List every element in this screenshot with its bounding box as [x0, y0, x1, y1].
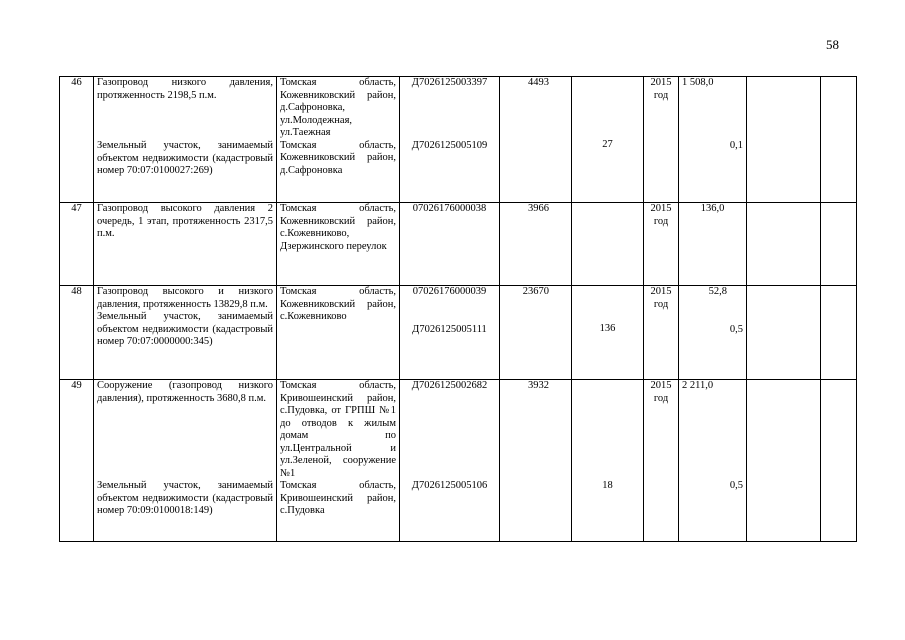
- row-number: 49: [60, 380, 94, 542]
- object-address: Томская область, Кожевниковский район, д.Сафроновка, ул.Молодежная, ул.Таежная: [280, 77, 396, 138]
- object-name: Газопровод низкого давления, протяженность 2198,5 п.м.: [97, 77, 273, 101]
- area-cell: [572, 380, 644, 542]
- object-name-cell: [94, 77, 277, 203]
- object-name-cell: [94, 286, 277, 380]
- row-number: 46: [60, 77, 94, 203]
- table-row: [60, 380, 857, 542]
- object-value: 2 211,0: [682, 380, 714, 391]
- year: 2015 год: [650, 203, 672, 227]
- land-plot-area: 136: [599, 323, 616, 334]
- empty-cell: [821, 286, 857, 380]
- object-address: Томская область, Кривошеинский район, с.Пудовка, от ГРПШ №1 до отводов к жилым домам по ул.Центральной и ул.Зеленой, сооружение №1: [280, 380, 396, 479]
- land-plot-name: Земельный участок, занимаемый объектом недвижимости (кадастровый номер 70:09:0100018:149): [97, 480, 273, 516]
- land-plot-address: Томская область, Кожевниковский район, д.Сафроновка: [280, 139, 396, 176]
- length-cell: [500, 77, 572, 203]
- land-plot-code: Д7026125005106: [411, 479, 488, 491]
- land-plot-name: Земельный участок, занимаемый объектом недвижимости (кадастровый номер 70:07:0000000:345): [97, 311, 273, 347]
- value-cell: [679, 380, 747, 542]
- empty-cell: [821, 77, 857, 203]
- area-cell: [572, 286, 644, 380]
- value-cell-extra: [747, 380, 821, 542]
- registry-code-cell: [400, 380, 500, 542]
- table-row: [60, 203, 857, 286]
- object-length: 4493: [528, 77, 549, 88]
- object-name: Газопровод высокого давления 2 очередь, 1 этап, протяженность 2317,5 п.м.: [97, 203, 273, 239]
- land-plot-name: Земельный участок, занимаемый объектом недвижимости (кадастровый номер 70:07:0100027:269): [97, 140, 273, 176]
- row-number: 48: [60, 286, 94, 380]
- registry-code-cell: [400, 203, 500, 286]
- object-name: Сооружение (газопровод низкого давления), протяженность 3680,8 п.м.: [97, 380, 273, 404]
- address-cell: [277, 203, 400, 286]
- address-cell: [277, 380, 400, 542]
- length-cell: [500, 286, 572, 380]
- length-cell: [500, 380, 572, 542]
- year-cell: [644, 203, 679, 286]
- year: 2015 год: [650, 380, 672, 404]
- land-plot-value: 0,5: [729, 323, 743, 335]
- object-value: 136,0: [700, 203, 725, 214]
- land-plot-code: Д7026125005111: [412, 323, 487, 335]
- object-length: 23670: [522, 286, 549, 297]
- object-value: 52,8: [708, 286, 727, 297]
- land-plot-value: 0,5: [729, 479, 743, 491]
- address-cell: [277, 77, 400, 203]
- object-address: Томская область, Кожевниковский район, с.Кожевниково, Дзержинского переулок: [280, 203, 396, 252]
- year-cell: [644, 286, 679, 380]
- value-cell: [679, 286, 747, 380]
- object-name: Газопровод высокого и низкого давления, протяженность 13829,8 п.м.: [97, 286, 273, 310]
- land-plot-code: Д7026125005109: [411, 139, 488, 151]
- row-number: 47: [60, 203, 94, 286]
- empty-cell: [821, 380, 857, 542]
- year-cell: [644, 380, 679, 542]
- value-cell-extra: [747, 203, 821, 286]
- year: 2015 год: [650, 77, 672, 101]
- land-plot-address: Томская область, Кривошеинский район, с.Пудовка: [280, 480, 396, 516]
- object-value: 1 508,0: [682, 77, 714, 88]
- object-code: Д7026125003397: [411, 77, 488, 88]
- value-cell-extra: [747, 77, 821, 203]
- object-address: Томская область, Кожевниковский район, с.Кожевниково: [280, 286, 396, 322]
- year-cell: [644, 77, 679, 203]
- value-cell: [679, 203, 747, 286]
- table-row: [60, 77, 857, 203]
- area-cell: [572, 203, 644, 286]
- empty-cell: [821, 203, 857, 286]
- object-code: 07026176000038: [412, 203, 487, 214]
- length-cell: [500, 203, 572, 286]
- land-plot-area: 27: [602, 139, 613, 150]
- area-cell: [572, 77, 644, 203]
- page-number: 58: [826, 37, 839, 52]
- land-plot-area: 18: [602, 480, 613, 491]
- registry-code-cell: [400, 286, 500, 380]
- value-cell-extra: [747, 286, 821, 380]
- object-code: Д7026125002682: [411, 380, 488, 391]
- object-code: 07026176000039: [412, 286, 487, 297]
- registry-code-cell: [400, 77, 500, 203]
- value-cell: [679, 77, 747, 203]
- object-length: 3966: [528, 203, 549, 214]
- object-length: 3932: [528, 380, 549, 391]
- object-name-cell: [94, 380, 277, 542]
- table-row: [60, 286, 857, 380]
- address-cell: [277, 286, 400, 380]
- object-name-cell: [94, 203, 277, 286]
- year: 2015 год: [650, 286, 672, 310]
- land-plot-value: 0,1: [729, 139, 743, 151]
- property-registry-table: [59, 76, 857, 542]
